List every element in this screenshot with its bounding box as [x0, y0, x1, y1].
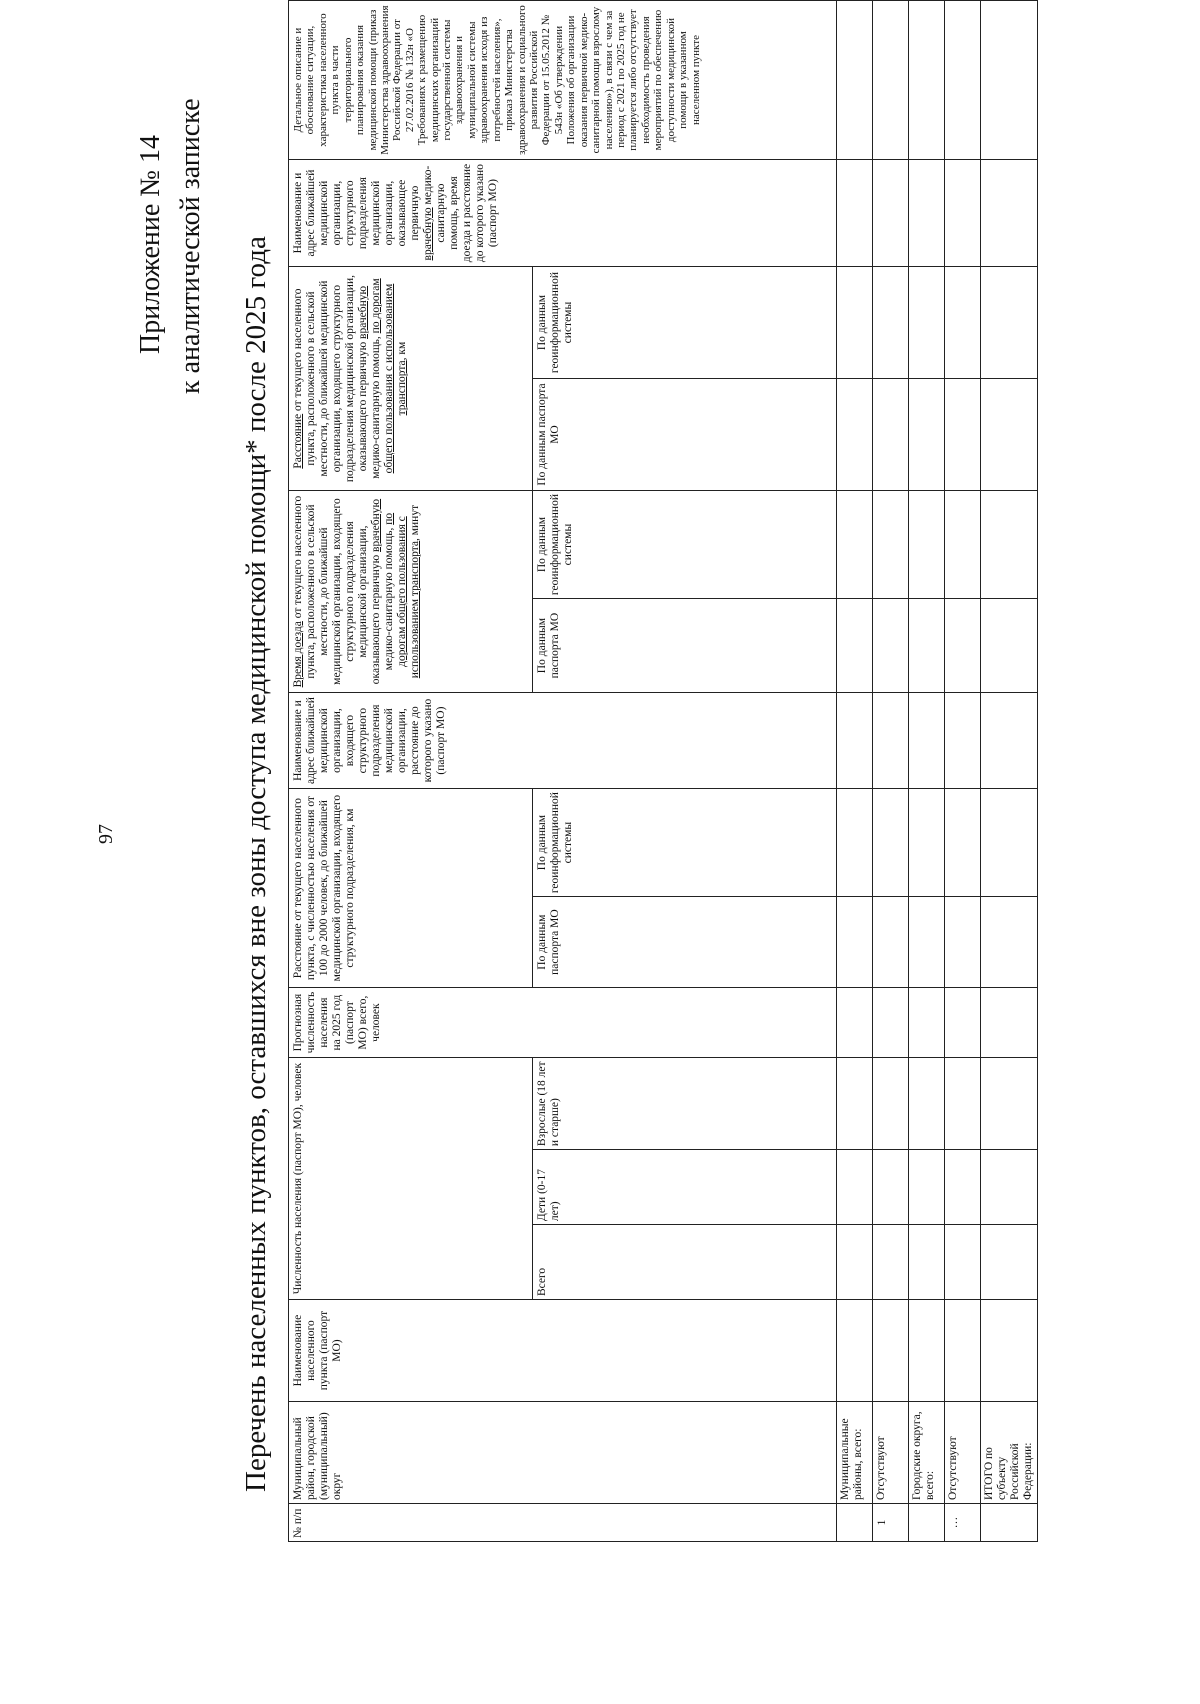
- main-title: Перечень населенных пунктов, оставшихся вне зоны доступа медицинской помощи* после 2025 года: [240, 236, 272, 1492]
- header-pop-total: Всего: [533, 1225, 837, 1300]
- header-pop-adults: Взрослые (18 лет и старше): [533, 1058, 837, 1150]
- appendix-subtitle: к аналитической записке: [175, 98, 206, 394]
- row-num: …: [945, 1504, 981, 1542]
- header-nearest-org: Наименование и адрес ближайшей медицинской организации, входящего структурного подразделения медицинской организации, расстояние до которого указано (паспорт МО): [289, 693, 837, 789]
- header-rural-passport: По данным паспорта МО: [533, 379, 837, 491]
- row-label: Муниципальные районы, всего:: [837, 1402, 873, 1504]
- travel-time-text-b: медико-санитарную помощь,: [382, 524, 395, 671]
- row-label: ИТОГО по субъекту Российской Федерации:: [981, 1402, 1038, 1504]
- distance-rural-text-b: медико-санитарную помощь,: [369, 333, 382, 479]
- header-distance-rural: [289, 267, 533, 491]
- travel-time-lead: Время доезда: [292, 621, 304, 688]
- table-row: [837, 1, 873, 1542]
- distance-rural-lead: Расстояние: [292, 413, 304, 469]
- table-row: [945, 1, 981, 1542]
- distance-rural-text-a: от текущего населенного пункта, расположенного в сельской местности, до ближайшей медицинской организации, входящего структурного подразделения медицинской организации, оказывающего первичную: [292, 275, 369, 483]
- header-travel-geo: По данным геоинформационной системы: [533, 491, 837, 599]
- header-description: Детальное описание и обоснование ситуации, характеристика населенного пункта в части территориального планирования оказания медицинской помощи (приказ Министерства здравоохранения Российской Федерации от 27.02.2016 № 132н «О Требованиях к размещению медицинских организаций государственной системы здравоохранения и муниципальной системы здравоохранения исходя из потребностей населения», приказ Министерства здравоохранения и социального развития Российской Федерации от 15.05.2012 № 543н «Об утверждении Положения об организации оказания первичной медико-санитарной помощи взрослому населению»), в связи с чем за период с 2021 по 2025 год не планируется либо отсутствует необходимость проведения мероприятий по обеспечению доступности медицинской помощи в указанном населенном пункте: [289, 1, 837, 160]
- header-nearest-org-2: [289, 160, 837, 267]
- header-travel-time: [289, 491, 533, 693]
- appendix-title: Приложение № 14: [135, 135, 166, 354]
- distance-rural-text-u1: врачебную: [356, 285, 369, 339]
- header-forecast: Прогнозная численность населения на 2025 год (паспорт МО) всего, человек: [289, 988, 837, 1058]
- header-settlement: Наименование населенного пункта (паспорт МО): [289, 1300, 837, 1402]
- header-dist100-passport: По данным паспорта МО: [533, 897, 837, 988]
- row-num: [981, 1504, 1038, 1542]
- table-row: [873, 1, 909, 1542]
- nearest-org-2-text-u: врачебную: [421, 207, 434, 261]
- header-num: № п/п: [289, 1504, 837, 1542]
- header-rural-geo: По данным геоинформационной системы: [533, 267, 837, 379]
- row-num: [909, 1504, 945, 1542]
- table-header-row: [289, 1, 533, 1542]
- distance-rural-text-u2: по дорогам общего пользования с использованием транспорта: [369, 278, 408, 474]
- header-pop-children: Дети (0-17 лет): [533, 1150, 837, 1225]
- row-label: Отсутствуют: [945, 1402, 981, 1504]
- travel-time-text-u2: по дорогам общего пользования с использованием транспорта: [382, 512, 421, 679]
- nearest-org-2-text-a: Наименование и адрес ближайшей медицинской организации, структурного подразделения медицинской организации, оказывающее первичную: [292, 169, 421, 257]
- row-num: [837, 1504, 873, 1542]
- travel-time-text-u1: врачебную: [369, 498, 382, 552]
- travel-time-text-c: , минут: [408, 504, 421, 541]
- nearest-org-2-text-b: медико-санитарную помощь, время доезда и расстояние до которого указано (паспорт МО): [421, 163, 499, 263]
- travel-time-text-a: от текущего населенного пункта, расположенного в сельской местности, до ближайшей медицинской организации, входящего структурного подразделения медицинской организации, оказывающего первичную: [292, 495, 382, 685]
- row-label: Отсутствуют: [873, 1402, 909, 1504]
- page-number: 97: [95, 824, 117, 844]
- table-row: [909, 1, 945, 1542]
- table-row: [981, 1, 1038, 1542]
- distance-rural-text-c: , км: [395, 341, 408, 361]
- row-label: Городские округа, всего:: [909, 1402, 945, 1504]
- header-dist100-geo: По данным геоинформационной системы: [533, 789, 837, 897]
- header-population: Численность населения (паспорт МО), человек: [289, 1058, 533, 1300]
- row-num: 1: [873, 1504, 909, 1542]
- header-district: Муниципальный район, городской (муниципальный) округ: [289, 1402, 837, 1504]
- settlements-table: [288, 0, 1038, 1542]
- header-distance-100: Расстояние от текущего населенного пункта, с численностью населения от 100 до 2000 человек, до ближайшей медицинской организации, входящего структурного подразделения, км: [289, 789, 533, 988]
- header-travel-passport: По данным паспорта МО: [533, 599, 837, 693]
